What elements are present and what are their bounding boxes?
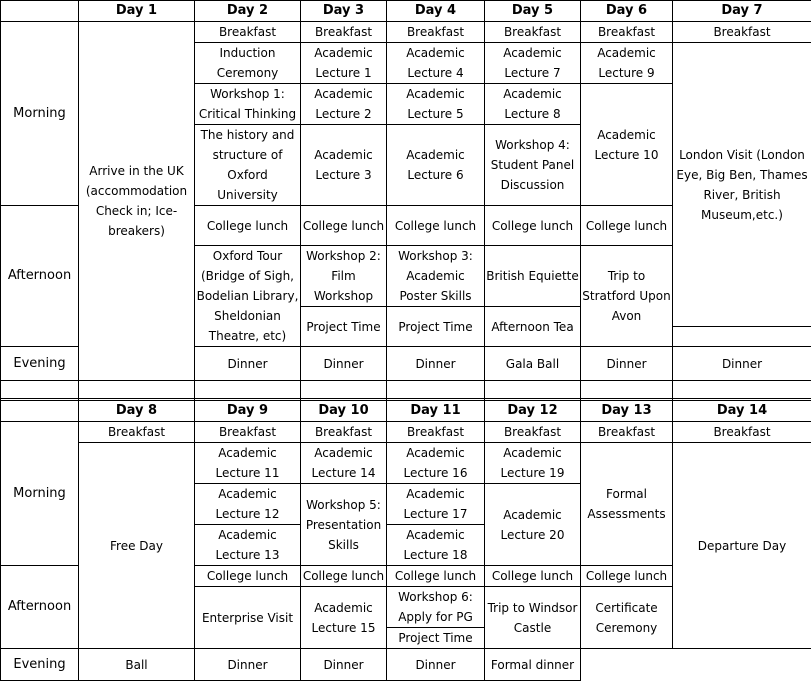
day-header: Day 14	[673, 401, 811, 422]
dinner-cell: Dinner	[673, 347, 811, 381]
breakfast-cell: Breakfast	[673, 22, 811, 43]
breakfast-cell: Breakfast	[673, 422, 811, 443]
spacer-row	[1, 381, 811, 399]
academic-lecture: Academic Lecture 7	[485, 43, 581, 84]
college-lunch: College lunch	[195, 206, 301, 246]
project-time: Project Time	[301, 307, 387, 347]
dinner-cell: Dinner	[301, 347, 387, 381]
day-header: Day 13	[581, 401, 673, 422]
day-header: Day 6	[581, 1, 673, 22]
day-header: Day 5	[485, 1, 581, 22]
college-lunch: College lunch	[301, 566, 387, 587]
workshop-cell: Workshop 6: Apply for PG	[387, 587, 485, 628]
academic-lecture: Academic Lecture 10	[581, 84, 673, 206]
row-label-morning: Morning	[1, 22, 79, 206]
academic-lecture: Academic Lecture 11	[195, 443, 301, 484]
breakfast-cell: Breakfast	[485, 22, 581, 43]
workshop-cell: Workshop 3: Academic Poster Skills	[387, 246, 485, 307]
row-label-evening: Evening	[1, 347, 79, 381]
academic-lecture: Academic Lecture 8	[485, 84, 581, 125]
academic-lecture: Academic Lecture 9	[581, 43, 673, 84]
college-lunch: College lunch	[485, 206, 581, 246]
formal-dinner: Formal dinner	[485, 649, 581, 681]
dinner-cell: Dinner	[195, 649, 301, 681]
dinner-cell: Dinner	[195, 347, 301, 381]
breakfast-cell: Breakfast	[301, 422, 387, 443]
row-label-evening: Evening	[1, 649, 79, 681]
academic-lecture: Academic Lecture 5	[387, 84, 485, 125]
project-time: Project Time	[387, 628, 485, 649]
row-label-afternoon: Afternoon	[1, 206, 79, 347]
college-lunch: College lunch	[301, 206, 387, 246]
day-header: Day 7	[673, 1, 811, 22]
breakfast-cell: Breakfast	[387, 22, 485, 43]
row-label-afternoon: Afternoon	[1, 566, 79, 649]
academic-lecture: Academic Lecture 19	[485, 443, 581, 484]
academic-lecture: Academic Lecture 17	[387, 484, 485, 525]
oxford-tour: Oxford Tour (Bridge of Sigh, Bodelian Library, Sheldonian Theatre, etc)	[195, 246, 301, 347]
academic-lecture: Academic Lecture 4	[387, 43, 485, 84]
day1-arrival: Arrive in the UK (accommodation Check in; Ice-breakers)	[79, 22, 195, 381]
dinner-cell: Dinner	[581, 347, 673, 381]
enterprise-visit: Enterprise Visit	[195, 587, 301, 649]
day-header: Day 8	[79, 401, 195, 422]
induction-ceremony: Induction Ceremony	[195, 43, 301, 84]
free-day: Free Day	[79, 443, 195, 649]
academic-lecture: Academic Lecture 2	[301, 84, 387, 125]
college-lunch: College lunch	[195, 566, 301, 587]
dinner-cell: Dinner	[301, 649, 387, 681]
gala-ball: Gala Ball	[485, 347, 581, 381]
academic-lecture: Academic Lecture 20	[485, 484, 581, 566]
windsor-trip: Trip to Windsor Castle	[485, 587, 581, 649]
formal-assessments: Formal Assessments	[581, 443, 673, 566]
academic-lecture: Academic Lecture 16	[387, 443, 485, 484]
breakfast-cell: Breakfast	[195, 22, 301, 43]
breakfast-cell: Breakfast	[581, 22, 673, 43]
workshop-cell: Workshop 5: Presentation Skills	[301, 484, 387, 566]
day-header: Day 1	[79, 1, 195, 22]
college-lunch: College lunch	[485, 566, 581, 587]
academic-lecture: Academic Lecture 12	[195, 484, 301, 525]
breakfast-cell: Breakfast	[485, 422, 581, 443]
row-label-morning: Morning	[1, 422, 79, 566]
stratford-trip: Trip to Stratford Upon Avon	[581, 246, 673, 347]
day-header: Day 2	[195, 1, 301, 22]
college-lunch: College lunch	[387, 566, 485, 587]
college-lunch: College lunch	[581, 206, 673, 246]
academic-lecture: Academic Lecture 15	[301, 587, 387, 649]
academic-lecture: Academic Lecture 6	[387, 125, 485, 206]
day-header: Day 11	[387, 401, 485, 422]
breakfast-cell: Breakfast	[195, 422, 301, 443]
project-time: Project Time	[387, 307, 485, 347]
college-lunch: College lunch	[387, 206, 485, 246]
ball-cell: Ball	[79, 649, 195, 681]
week2-header-row	[1, 401, 811, 422]
breakfast-cell: Breakfast	[581, 422, 673, 443]
day-header: Day 4	[387, 1, 485, 22]
certificate-ceremony: Certificate Ceremony	[581, 587, 673, 649]
academic-lecture: Academic Lecture 13	[195, 525, 301, 566]
oxford-history: The history and structure of Oxford University	[195, 125, 301, 206]
day-header: Day 12	[485, 401, 581, 422]
breakfast-cell: Breakfast	[301, 22, 387, 43]
departure-day: Departure Day	[673, 443, 811, 649]
dinner-cell: Dinner	[387, 347, 485, 381]
afternoon-tea: Afternoon Tea	[485, 307, 581, 347]
workshop-cell: Workshop 2: Film Workshop	[301, 246, 387, 307]
workshop-cell: Workshop 1: Critical Thinking	[195, 84, 301, 125]
workshop-cell: Workshop 4: Student Panel Discussion	[485, 125, 581, 206]
academic-lecture: Academic Lecture 18	[387, 525, 485, 566]
academic-lecture: Academic Lecture 1	[301, 43, 387, 84]
day-header: Day 3	[301, 1, 387, 22]
dinner-cell: Dinner	[387, 649, 485, 681]
breakfast-cell: Breakfast	[387, 422, 485, 443]
london-visit: London Visit (London Eye, Big Ben, Thames River, British Museum,etc.)	[673, 43, 811, 327]
corner-cell	[1, 401, 79, 422]
breakfast-cell: Breakfast	[79, 422, 195, 443]
day-header: Day 9	[195, 401, 301, 422]
academic-lecture: Academic Lecture 3	[301, 125, 387, 206]
college-lunch: College lunch	[581, 566, 673, 587]
corner-cell	[1, 1, 79, 22]
week1-header-row	[1, 1, 811, 22]
british-etiquette: British Equiette	[485, 246, 581, 307]
academic-lecture: Academic Lecture 14	[301, 443, 387, 484]
day-header: Day 10	[301, 401, 387, 422]
